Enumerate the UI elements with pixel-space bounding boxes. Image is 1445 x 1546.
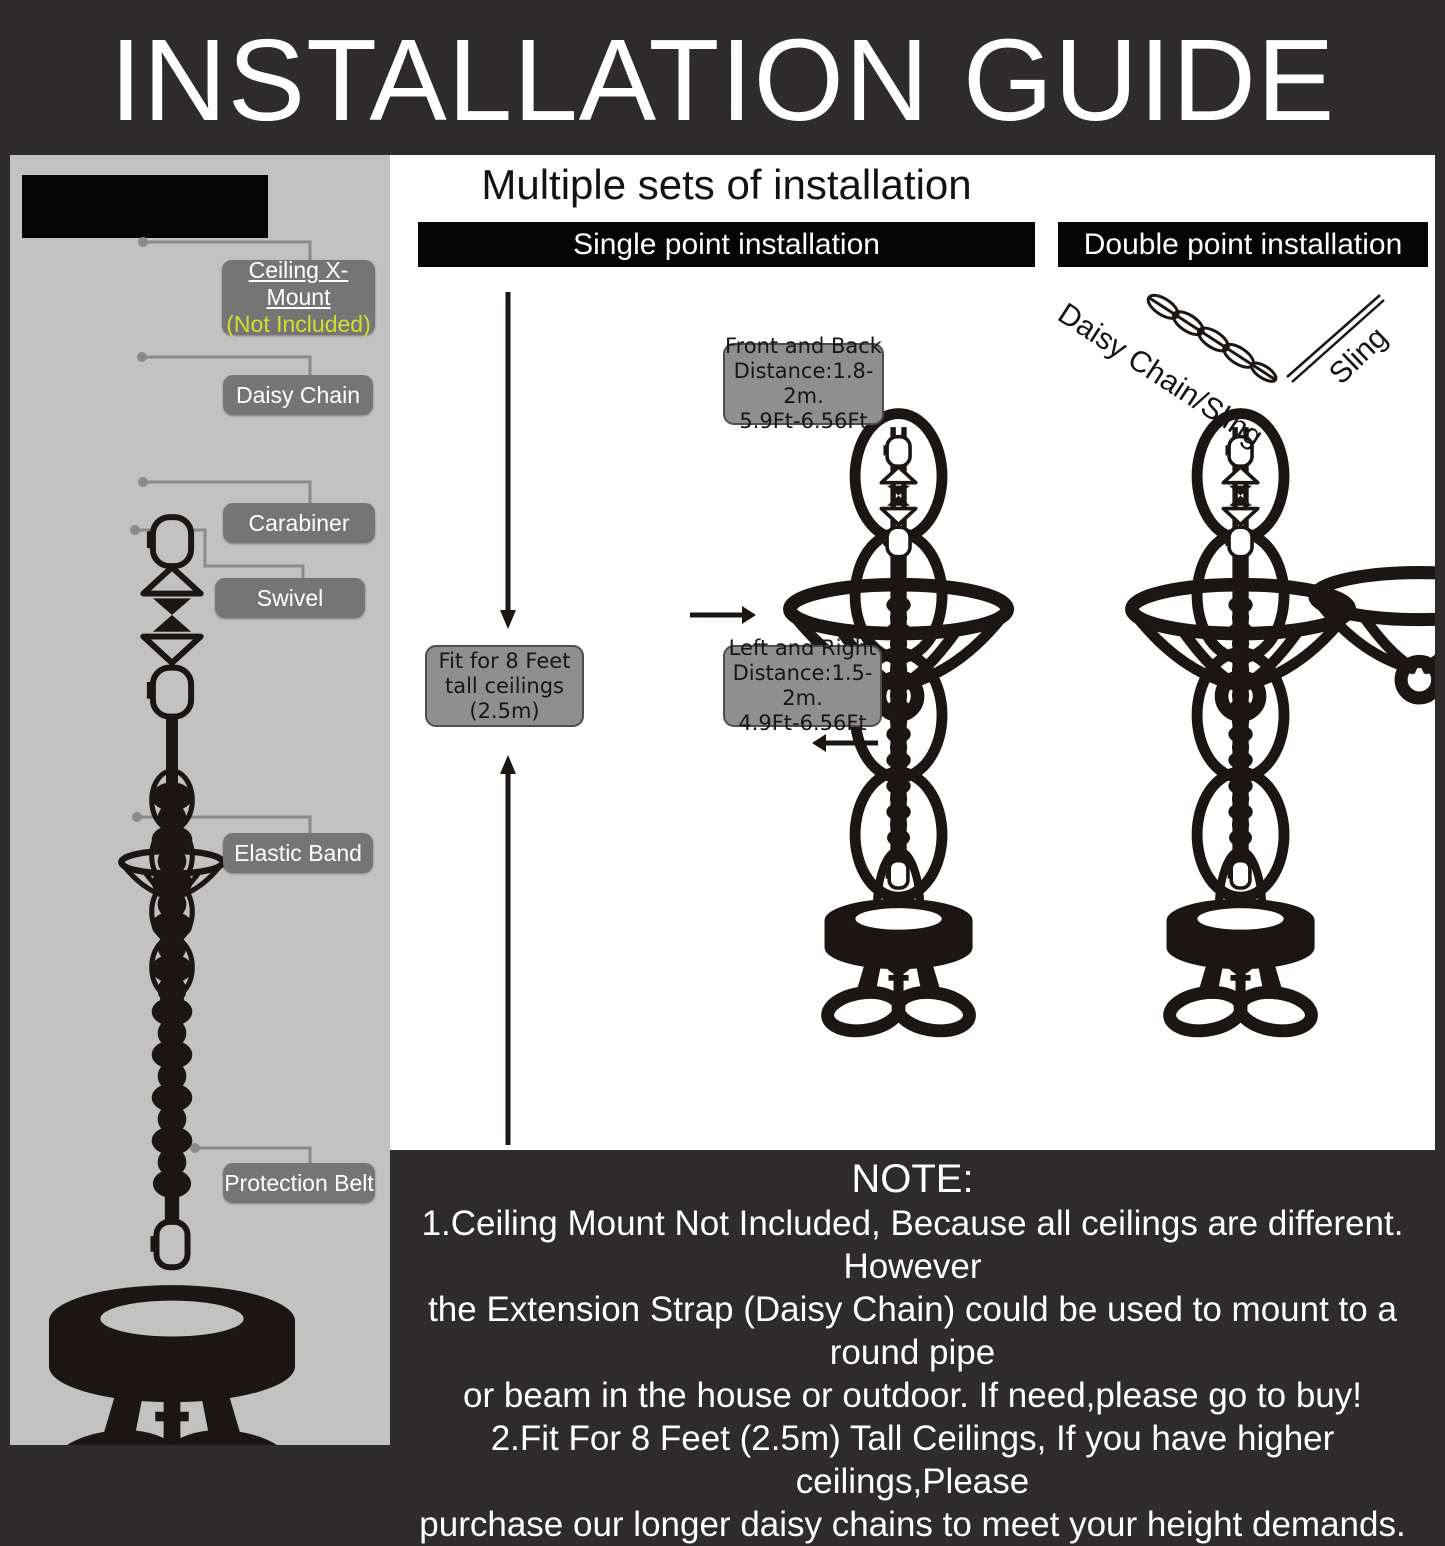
label-carabiner xyxy=(223,503,375,543)
double-point-title-bar: Double point installation xyxy=(1058,222,1428,267)
front-back-line2: Distance:1.8-2m. xyxy=(733,359,874,408)
left-right-line3: 4.9Ft-6.56Ft xyxy=(738,711,867,735)
parts-diagram-drawing xyxy=(10,155,390,1445)
ceiling-bar xyxy=(22,175,268,238)
installation-examples-panel xyxy=(390,155,1435,1150)
note-line-4: 2.Fit For 8 Feet (2.5m) Tall Ceilings, If you have higher ceilings,Please xyxy=(490,1419,1335,1501)
note-line-1: 1.Ceiling Mount Not Included, Because all ceilings are different. However xyxy=(421,1204,1404,1286)
label-ceiling-x-mount-text: Ceiling X-Mount xyxy=(248,257,349,310)
front-back-line1: Front and Back xyxy=(725,334,882,358)
parts-diagram-panel xyxy=(10,155,390,1445)
label-daisy-chain xyxy=(223,375,373,415)
label-elastic-band-text: Elastic Band xyxy=(234,839,362,866)
arrow-up-icon xyxy=(500,755,516,774)
label-daisy-chain-text: Daisy Chain xyxy=(236,381,360,408)
left-right-line1: Left and Right xyxy=(728,636,877,660)
daisy-chain-sling-label: Daisy Chain/Sling xyxy=(1052,297,1269,454)
label-protection-belt-text: Protection Belt xyxy=(224,1169,374,1196)
label-protection-belt xyxy=(223,1163,375,1203)
single-unit-2-drawing xyxy=(1132,414,1349,1036)
section-heading: Multiple sets of installation xyxy=(481,161,972,208)
label-ceiling-x-mount xyxy=(222,257,375,337)
fit-line1: Fit for 8 Feet xyxy=(438,648,571,673)
note-title: NOTE: xyxy=(851,1157,974,1201)
left-right-line2: Distance:1.5-2m. xyxy=(732,661,873,710)
label-carabiner-text: Carabiner xyxy=(248,509,350,536)
single-point-title-bar: Single point installation xyxy=(418,222,1035,267)
right-arrow-icon xyxy=(690,606,756,624)
label-swivel-text: Swivel xyxy=(256,584,324,611)
arrow-down-icon xyxy=(500,610,516,629)
label-elastic-band xyxy=(223,833,373,873)
fit-line2: tall ceilings xyxy=(445,673,564,698)
left-right-distance-box xyxy=(723,636,882,735)
swing-unit-drawing xyxy=(49,517,295,1445)
sling-label: Sling xyxy=(1323,320,1394,391)
fit-line3: (2.5m) xyxy=(469,698,540,723)
front-back-line3: 5.9Ft-6.56Ft xyxy=(739,409,868,433)
front-back-distance-box xyxy=(723,334,884,433)
swing-lower-icon xyxy=(49,517,295,1445)
label-swivel xyxy=(215,578,365,618)
note-line-5: purchase our longer daisy chains to meet your height demands. xyxy=(419,1505,1406,1544)
swing-lower-icon xyxy=(1167,437,1315,1035)
note-line-2: the Extension Strap (Daisy Chain) could be used to mount to a round pipe xyxy=(428,1290,1397,1372)
ceiling-height-box xyxy=(425,645,584,727)
page-title: INSTALLATION GUIDE xyxy=(109,15,1336,145)
note-panel xyxy=(390,1150,1435,1544)
note-line-3: or beam in the house or outdoor. If need,please go to buy! xyxy=(463,1376,1362,1415)
label-not-included-text: (Not Included) xyxy=(226,311,371,337)
